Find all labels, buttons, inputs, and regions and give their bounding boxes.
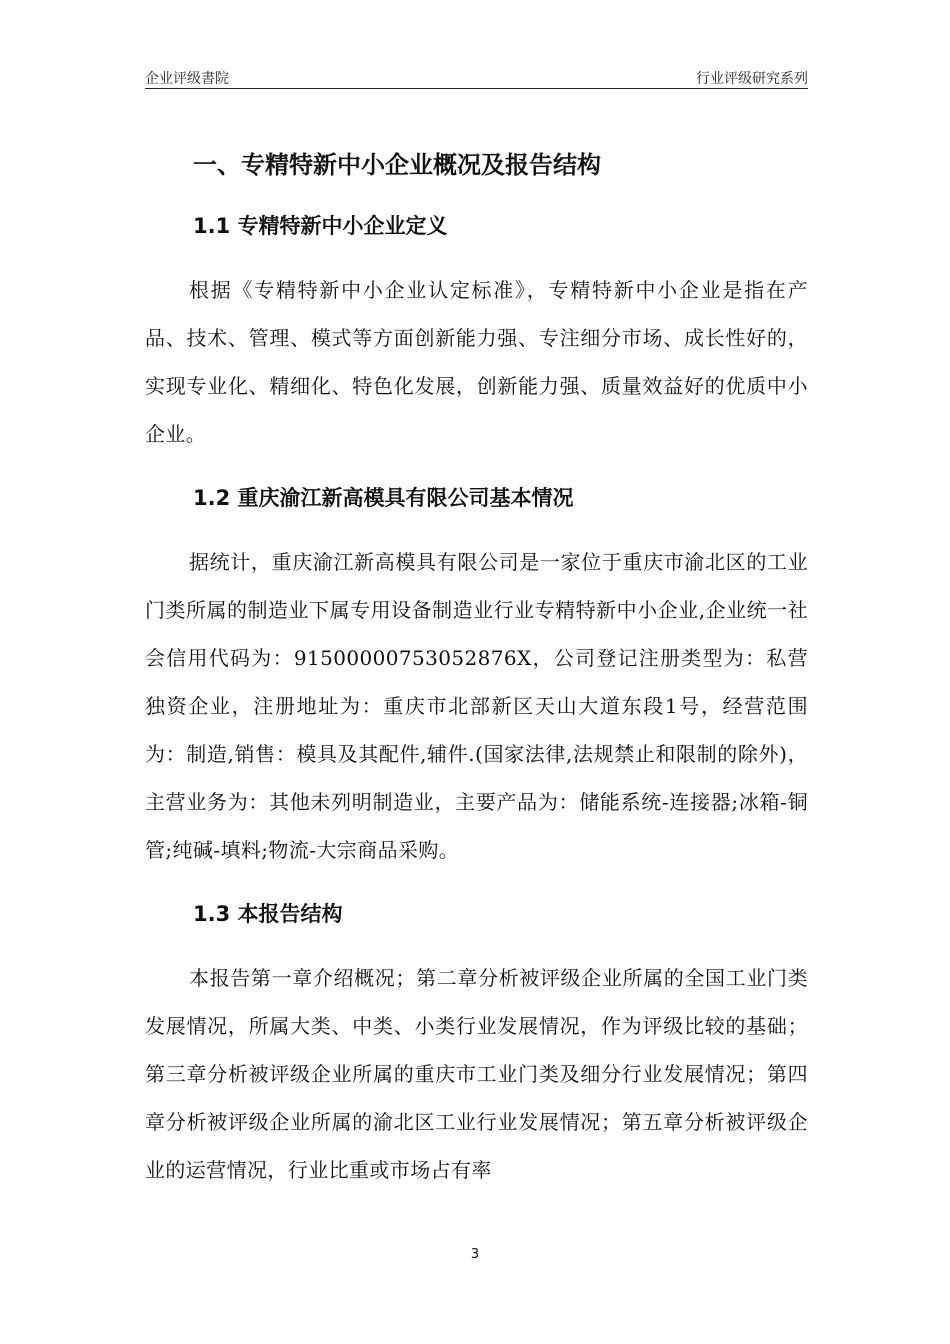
section-paragraph-1-3: 本报告第一章介绍概况；第二章分析被评级企业所属的全国工业门类发展情况，所属大类、中类、小类行业发展情况，作为评级比较的基础；第三章分析被评级企业所属的重庆市工业门类及细分行业发展情况；第四章分析被评级企业所属的渝北区工业行业发展情况；第五章分析被评级企业的运营情况，行业比重或市场占有率 xyxy=(145,966,808,1182)
page-header xyxy=(145,66,808,89)
page-content xyxy=(145,142,808,1194)
chapter-title: 一、专精特新中小企业概况及报告结构 xyxy=(193,151,601,179)
header-right-text: 行业评级研究系列 xyxy=(696,71,808,87)
header-left-text: 企业评级書院 xyxy=(145,71,229,87)
section-heading-1-2: 1.2 重庆渝江新高模具有限公司基本情况 xyxy=(193,486,574,510)
section-heading-1-3: 1.3 本报告结构 xyxy=(193,902,343,926)
section-paragraph-1-2: 据统计，重庆渝江新高模具有限公司是一家位于重庆市渝北区的工业门类所属的制造业下属专用设备制造业行业专精特新中小企业,企业统一社会信用代码为：91500000753052876X，公司登记注册类型为：私营独资企业，注册地址为：重庆市北部新区天山大道东段1号，经营范围为：制造,销售：模具及其配件,辅件.(国家法律,法规禁止和限制的除外)，主营业务为：其他未列明制造业，主要产品为：储能系统-连接器;冰箱-铜管;纯碱-填料;物流-大宗商品采购。 xyxy=(145,550,808,862)
page-number: 3 xyxy=(470,1247,480,1262)
section-paragraph-1-1: 根据《专精特新中小企业认定标准》，专精特新中小企业是指在产品、技术、管理、模式等方面创新能力强、专注细分市场、成长性好的，实现专业化、精细化、特色化发展，创新能力强、质量效益好的优质中小企业。 xyxy=(145,278,808,446)
section-heading-1-1: 1.1 专精特新中小企业定义 xyxy=(193,214,448,238)
